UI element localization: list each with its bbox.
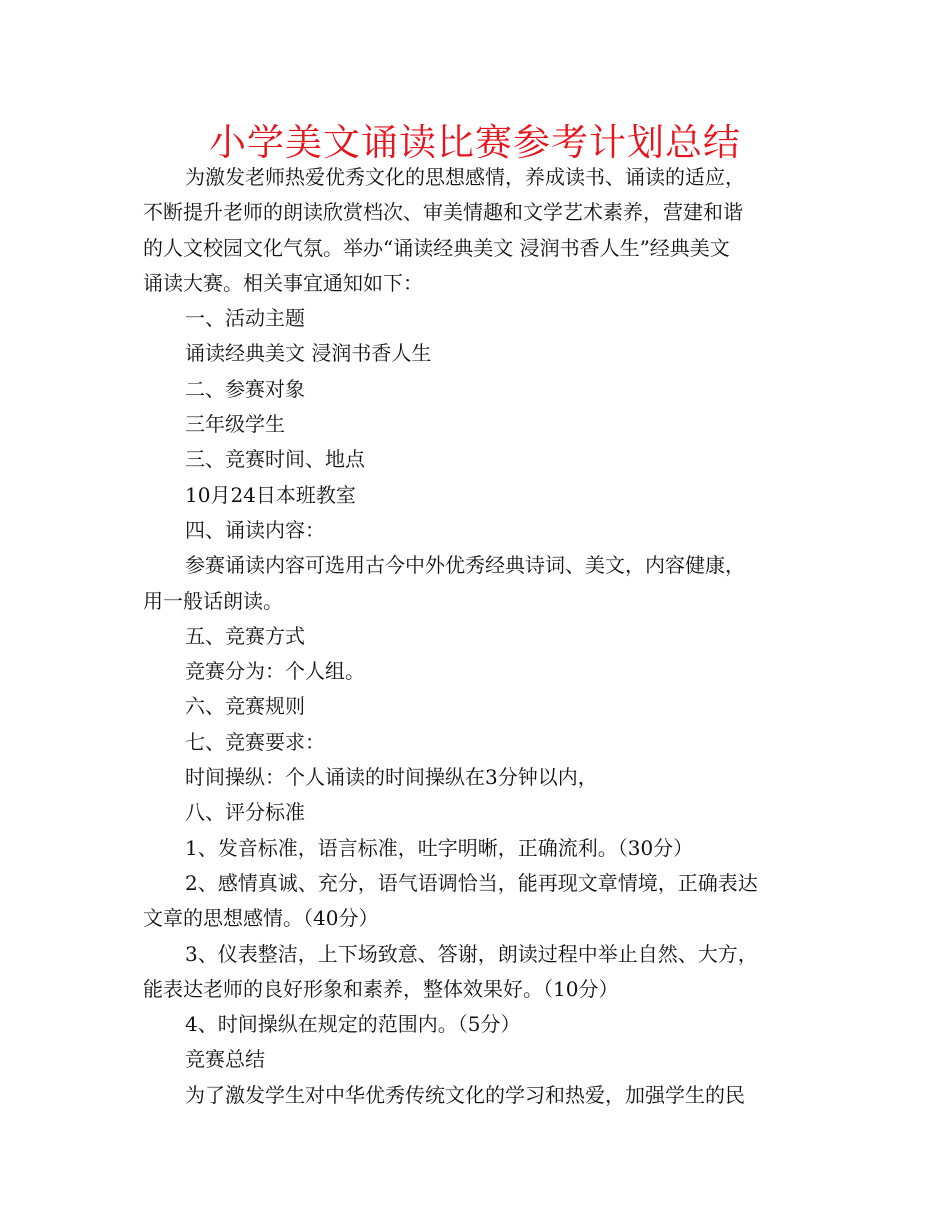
section-heading-rules: 六、竞赛规则 [185,694,305,719]
summary-line-1: 为了激发学生对中华优秀传统文化的学习和热爱，加强学生的民 [185,1082,745,1107]
criterion-4: 4、时间操纵在规定的范围内。（5分） [185,1012,521,1037]
requirements-text: 时间操纵：个人诵读的时间操纵在3分钟以内， [185,765,598,790]
section-heading-method: 五、竞赛方式 [185,623,305,648]
section-heading-participants: 二、参赛对象 [185,376,305,401]
time-place-text: 10月24日本班教室 [185,482,356,507]
document-body [143,160,811,1113]
section-heading-time-place: 三、竞赛时间、地点 [185,447,365,472]
criterion-2-line-2: 文章的思想感情。（40分） [143,906,379,931]
section-heading-scoring: 八、评分标准 [185,800,305,825]
criterion-2-line-1: 2、感情真诚、充分，语气语调恰当，能再现文章情境，正确表达 [185,870,758,895]
document-title: 小学美文诵读比赛参考计划总结 [209,121,741,164]
content-line-2: 用一般话朗读。 [143,588,283,613]
method-text: 竞赛分为：个人组。 [185,659,365,684]
theme-text: 诵读经典美文 浸润书香人生 [185,341,432,366]
intro-line-4: 诵读大赛。相关事宜通知如下： [143,270,423,295]
section-heading-requirements: 七、竞赛要求： [185,729,325,754]
content-line-1: 参赛诵读内容可选用古今中外优秀经典诗词、美文，内容健康， [185,553,745,578]
section-heading-theme: 一、活动主题 [185,306,305,331]
intro-line-1: 为激发老师热爱优秀文化的思想感情，养成读书、诵读的适应， [185,165,745,189]
criterion-3-line-1: 3、仪表整洁，上下场致意、答谢，朗读过程中举止自然、大方， [185,941,758,966]
section-heading-summary: 竞赛总结 [185,1047,265,1072]
participants-text: 三年级学生 [185,412,285,437]
intro-line-2: 不断提升老师的朗读欣赏档次、审美情趣和文学艺术素养，营建和谐 [143,200,743,225]
section-heading-content: 四、诵读内容： [185,517,325,542]
criterion-1: 1、发音标准，语言标准，吐字明晰，正确流利。（30分） [185,835,694,860]
criterion-3-line-2: 能表达老师的良好形象和素养，整体效果好。（10分） [143,976,619,1001]
intro-line-3: 的人文校园文化气氛。举办“诵读经典美文 浸润书香人生”经典美文 [143,235,730,260]
